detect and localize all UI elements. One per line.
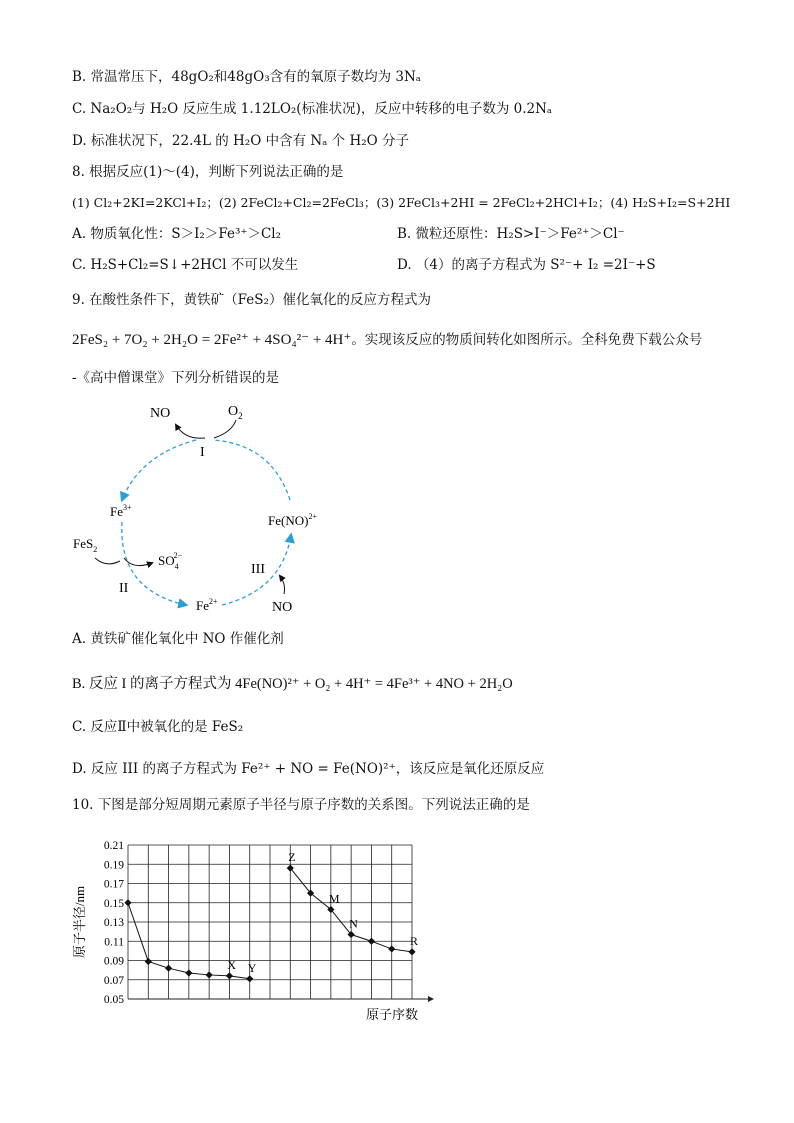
cycle-arc-top-left [122, 440, 196, 500]
q8-stem: 8. 根据反应(1)～(4)，判断下列说法正确的是 [72, 164, 344, 180]
point-label-X: X [227, 957, 237, 972]
no-uptake-arrow [280, 576, 285, 594]
point-label-N: N [349, 916, 358, 931]
y-tick-label: 0.19 [103, 859, 124, 872]
y-tick-label: 0.09 [103, 955, 124, 968]
y-tick-label: 0.07 [103, 974, 124, 987]
q8-option-c: C. H₂S+Cl₂=S↓+2HCl 不可以发生 [72, 257, 299, 273]
y-tick-label: 0.13 [103, 917, 124, 929]
data-point [206, 971, 213, 978]
data-point [124, 899, 131, 906]
q8-option-d: D. （4）的离子方程式为 S²⁻+ I₂ =2I⁻+S [397, 257, 656, 273]
data-point [185, 969, 192, 976]
q9-stem: 9. 在酸性条件下，黄铁矿（FeS₂）催化氧化的反应方程式为 [72, 292, 431, 308]
point-label-Y: Y [247, 960, 257, 975]
atomic-radius-chart [60, 830, 440, 1030]
q8-option-a: A. 物质氧化性：S＞I₂＞Fe³⁺＞Cl₂ [72, 226, 282, 242]
y-axis-label: 原子半径/nm [72, 885, 87, 959]
y-tick-label: 0.21 [103, 840, 124, 852]
step-iii-label: III [251, 562, 265, 577]
step-i-label: I [200, 445, 205, 460]
q8-reactions: (1) Cl₂+2KI=2KCl+I₂；(2) 2FeCl₂+Cl₂=2FeCl₃；(3) 2FeCl₃+2HI = 2FeCl₂+2HCl+I₂；(4) H₂S+I₂=S+2HI [72, 195, 731, 210]
x-axis-arrow [428, 996, 434, 1002]
no-release-arrow [176, 425, 205, 438]
q9-line3: -《高中僧课堂》下列分析错误的是 [72, 370, 280, 386]
data-point [246, 975, 253, 982]
data-point [165, 965, 172, 972]
y-tick-label: 0.05 [103, 994, 124, 1006]
no-product-label: NO [150, 406, 171, 421]
y-tick-label: 0.17 [103, 878, 124, 891]
no-reactant-label: NO [272, 600, 293, 615]
q10-stem: 10. 下图是部分短周期元素原子半径与原子序数的关系图。下列说法正确的是 [72, 797, 530, 813]
reaction-cycle-diagram [60, 395, 360, 620]
fes2-uptake-arrow [95, 558, 120, 564]
q9-option-c: C. 反应Ⅱ中被氧化的是 FeS₂ [72, 719, 244, 735]
o2-uptake-arrow [214, 420, 236, 438]
q9-equation: 2FeS₂ + 7O₂ + 2H₂O = 2Fe²⁺ + 4SO₄²⁻ + 4H⁺ [72, 332, 352, 348]
q8-option-b: B. 微粒还原性：H₂S>I⁻＞Fe²⁺＞Cl⁻ [397, 226, 625, 242]
q9-equation-line [72, 331, 702, 349]
q9-option-a: A. 黄铁矿催化氧化中 NO 作催化剂 [72, 631, 284, 647]
step-ii-label: II [119, 581, 129, 596]
y-tick-label: 0.11 [104, 936, 124, 949]
fes2-label: FeS$_2$ [73, 536, 98, 554]
point-label-Z: Z [288, 850, 296, 865]
o2-label: $O_2$ [228, 404, 243, 421]
data-point [368, 938, 375, 945]
q9-option-b: B. 反应 I 的离子方程式为 4Fe(NO)²⁺ + O₂ + 4H⁺ = 4Fe³⁺ + 4NO + 2H₂O [72, 676, 513, 692]
fe3-label: $Fe^{3+}$ [110, 503, 132, 519]
q9-equation-tail: 。实现该反应的物质间转化如图所示。全科免费下载公众号 [351, 332, 703, 348]
data-point [408, 948, 415, 955]
data-point [226, 972, 233, 979]
data-point [388, 945, 395, 952]
point-label-M: M [328, 891, 340, 906]
q7-option-d: D. 标准状况下，22.4L 的 H₂O 中含有 Nₐ 个 H₂O 分子 [72, 133, 410, 149]
fe2-label: $Fe^{2+}$ [196, 597, 218, 613]
feno-label: Fe(NO)$^{2+}$ [268, 512, 317, 528]
cycle-arc-top-right [214, 440, 290, 500]
data-point [145, 958, 152, 965]
q7-option-b: B. 常温常压下，48gO₂和48gO₃含有的氧原子数均为 3Nₐ [72, 69, 422, 85]
x-axis-label: 原子序数 [365, 1007, 419, 1022]
y-tick-label: 0.15 [103, 897, 124, 910]
q7-option-c: C. Na₂O₂与 H₂O 反应生成 1.12LO₂(标准状况)，反应中转移的电子数为 0.2Nₐ [72, 101, 553, 117]
q9-option-d: D. 反应 III 的离子方程式为 Fe²⁺ + NO = Fe(NO)²⁺，该反应是氧化还原反应 [72, 761, 545, 777]
so4-label: $SO_42-$ [158, 551, 183, 571]
point-label-R: R [410, 933, 419, 948]
